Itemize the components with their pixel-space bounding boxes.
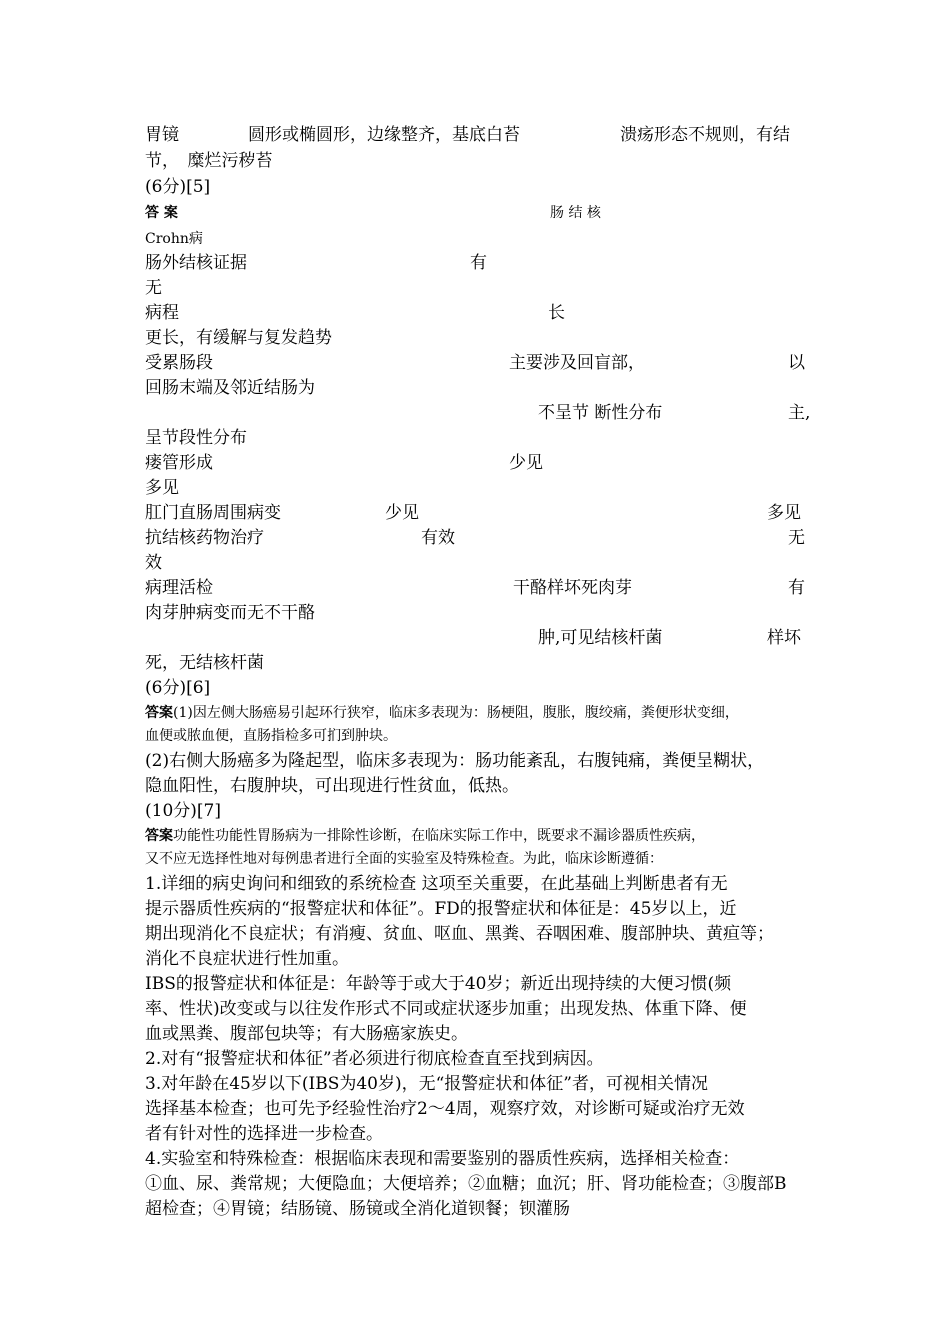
tb-value: 主要涉及回盲部， xyxy=(509,353,645,373)
answer-line xyxy=(145,702,739,724)
tb-value: 少见 xyxy=(509,453,543,473)
tb-value: 少见 xyxy=(385,503,419,523)
paragraph-line: 选择基本检查；也可先予经验性治疗2～4周，观察疗效，对诊断可疑或治疗无效 xyxy=(145,1099,745,1119)
paragraph-line: 提示器质性疾病的“报警症状和体征”。FD的报警症状和体征是：45岁以上，近 xyxy=(145,899,737,919)
answer-text: 隐血阳性，右腹肿块，可出现进行性贫血，低热。 xyxy=(145,776,519,796)
paragraph-line: 者有针对性的选择进一步检查。 xyxy=(145,1124,383,1144)
row-label: 肛门直肠周围病变 xyxy=(145,503,281,523)
tb-value: 长 xyxy=(548,303,565,323)
column-header-crohn: Crohn病 xyxy=(145,231,203,247)
answer-label: 答案 xyxy=(145,828,173,844)
crohn-value-fragment: 有 xyxy=(788,578,805,598)
benign-ulcer-desc: 圆形或椭圆形，边缘整齐，基底白苔 xyxy=(248,125,520,145)
crohn-value: 呈节段性分布 xyxy=(145,428,247,448)
crohn-value: 多见 xyxy=(767,503,801,523)
score-line: (6分)[6] xyxy=(145,678,211,698)
answer-label: 答案 xyxy=(145,705,173,721)
row-label: 受累肠段 xyxy=(145,353,213,373)
row-label: 抗结核药物治疗 xyxy=(145,528,264,548)
paragraph-line: 4.实验室和特殊检查：根据临床表现和需要鉴别的器质性疾病，选择相关检查： xyxy=(145,1149,740,1169)
paragraph-line: 3.对年龄在45岁以下(IBS为40岁)，无“报警症状和体征”者，可视相关情况 xyxy=(145,1074,708,1094)
answer-text: (2)右侧大肠癌多为隆起型，临床多表现为：肠功能紊乱，右腹钝痛，粪便呈糊状， xyxy=(145,751,765,771)
paragraph-line: 期出现消化不良症状；有消瘦、贫血、呕血、黑粪、吞咽困难、腹部肿块、黄疸等； xyxy=(145,924,774,944)
paragraph-line: 血或黑粪、腹部包块等；有大肠癌家族史。 xyxy=(145,1024,468,1044)
row-label: 病程 xyxy=(145,303,179,323)
crohn-value: 回肠末端及邻近结肠为 xyxy=(145,378,315,398)
crohn-value: 肉芽肿病变而无不干酪 xyxy=(145,603,315,623)
answer-line xyxy=(145,825,705,847)
crohn-value-fragment: 无 xyxy=(788,528,805,548)
score-line: (10分)[7] xyxy=(145,801,221,821)
text-line: 节， 糜烂污秽苔 xyxy=(145,151,273,171)
paragraph-line: ①血、尿、粪常规；大便隐血；大便培养；②血糖；血沉；肝、肾功能检查；③腹部B xyxy=(145,1174,787,1194)
paragraph-line: 消化不良症状进行性加重。 xyxy=(145,949,349,969)
paragraph-line: 超检查；④胃镜；结肠镜、肠镜或全消化道钡餐；钡灌肠 xyxy=(145,1199,570,1219)
answer-text: (1)因左侧大肠癌易引起环行狭窄，临床多表现为：肠梗阻，腹胀，腹绞痛，粪便形状变细， xyxy=(173,705,739,721)
paragraph-line: IBS的报警症状和体征是：年龄等于或大于40岁；新近出现持续的大便习惯(频 xyxy=(145,974,732,994)
crohn-value: 更长，有缓解与复发趋势 xyxy=(145,328,332,348)
paragraph-line: 1.详细的病史询问和细致的系统检查 这项至关重要，在此基础上判断患者有无 xyxy=(145,874,728,894)
crohn-value: 效 xyxy=(145,553,162,573)
answer-label: 答 案 xyxy=(145,205,178,221)
tb-value: 有 xyxy=(470,253,487,273)
row-label: 胃镜 xyxy=(145,125,179,145)
crohn-value-fragment: 以 xyxy=(788,353,805,373)
crohn-value-fragment: 主, xyxy=(788,403,811,423)
tb-value: 肿,可见结核杆菌 xyxy=(538,628,663,648)
tb-value: 干酪样坏死肉芽 xyxy=(513,578,632,598)
row-label: 肠外结核证据 xyxy=(145,253,247,273)
score-line: (6分)[5] xyxy=(145,177,211,197)
malignant-ulcer-desc: 溃疡形态不规则，有结 xyxy=(620,125,790,145)
answer-text: 血便或脓血便，直肠指检多可扪到肿块。 xyxy=(145,728,397,744)
crohn-value: 多见 xyxy=(145,478,179,498)
answer-text: 功能性功能性胃肠病为一排除性诊断，在临床实际工作中，既要求不漏诊器质性疾病， xyxy=(173,828,705,844)
row-label: 瘘管形成 xyxy=(145,453,213,473)
answer-text: 又不应无选择性地对每例患者进行全面的实验室及特殊检查。为此，临床诊断遵循： xyxy=(145,851,663,867)
column-header-tb: 肠 结 核 xyxy=(550,205,601,221)
row-label: 病理活检 xyxy=(145,578,213,598)
tb-value: 有效 xyxy=(421,528,455,548)
paragraph-line: 2.对有“报警症状和体征”者必须进行彻底检查直至找到病因。 xyxy=(145,1049,604,1069)
crohn-value: 死，无结核杆菌 xyxy=(145,653,264,673)
paragraph-line: 率、性状)改变或与以往发作形式不同或症状逐步加重；出现发热、体重下降、便 xyxy=(145,999,747,1019)
tb-value: 不呈节 断性分布 xyxy=(538,403,663,423)
crohn-value: 无 xyxy=(145,278,162,298)
crohn-value-fragment: 样坏 xyxy=(767,628,801,648)
